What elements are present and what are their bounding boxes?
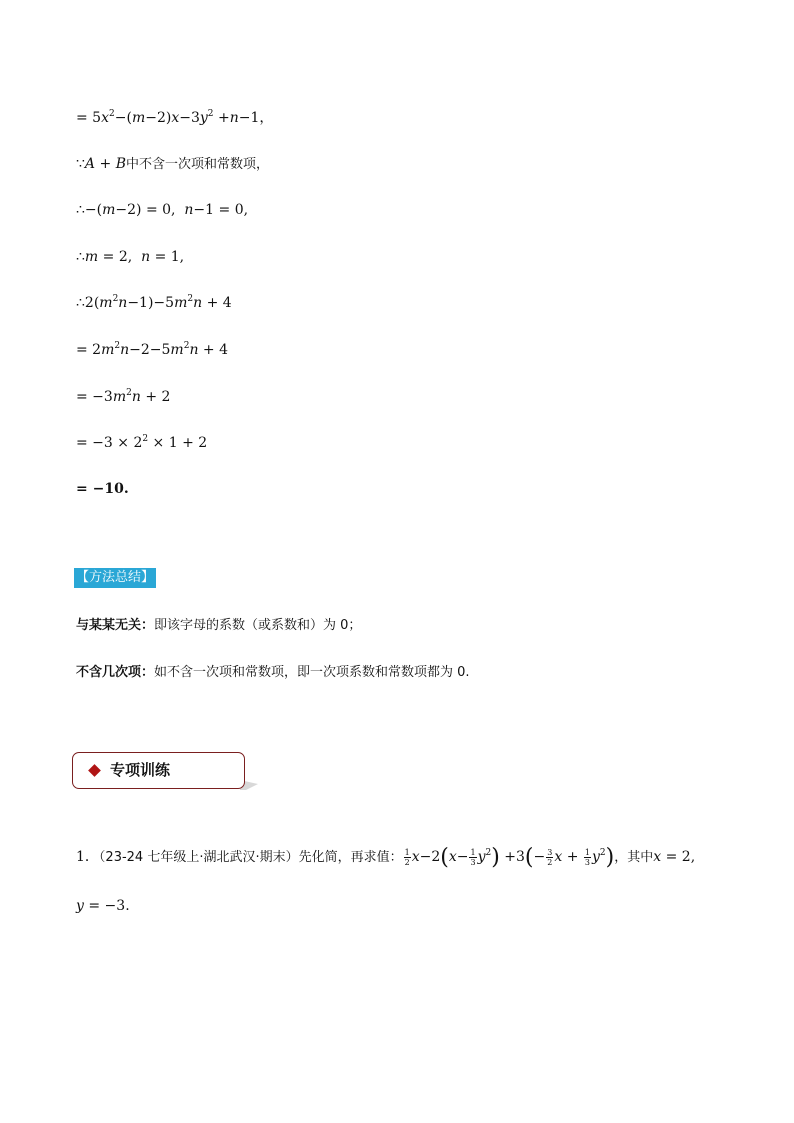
problem-1-line-2: y = −3. [76, 898, 130, 914]
solution-line-8: = $-3 \times 2^2 \times 1 + 2$ [76, 434, 208, 451]
solution-line-9: = −10. [76, 481, 129, 497]
method-item-1-label: 与某某无关： [76, 618, 155, 633]
solution-line-4: ∴m = 2, n = 1, [76, 249, 185, 265]
problem-expression: $\frac{1}{2}$ x−2(x− $\frac{1}{3}$ $y^2) +3(-$ $\frac{3}{2}$ x + $\frac{1}{3}$ $y^2$) [404, 845, 615, 870]
solution-line-7: = $-3m^2n + 2$ [76, 388, 171, 405]
solution-line-3: ∴−(m−2) = 0, n−1 = 0, [76, 202, 249, 218]
method-item-1-text: 即该字母的系数（或系数和）为 0； [154, 618, 362, 633]
method-item-2-text: 如不含一次项和常数项，即一次项系数和常数项都为 0. [154, 665, 470, 680]
condition-text: 中不含一次项和常数项， [125, 157, 269, 172]
solution-line-2: ∵A + B中不含一次项和常数项， [76, 156, 269, 172]
section-title: 专项训练 [110, 761, 171, 779]
expr-line-1: = $5x^2-(m-2)x-3y^2 +n-1$， [76, 109, 274, 126]
problem-source: （23-24 七年级上·湖北武汉·期末）先化简，再求值： [98, 850, 403, 865]
solution-line-1 [76, 108, 273, 128]
solution-line-6: = $2m^2n-2-5m^2n + 4$ [76, 341, 229, 358]
method-item-2-label: 不含几次项： [76, 665, 155, 680]
problem-number: 1． [76, 849, 99, 865]
method-item-1 [76, 616, 361, 636]
problem-1: 1．（23-24 七年级上·湖北武汉·期末）先化简，再求值： $\frac{1}{2}$ x−2(x− $\frac{1}{3}$ $y^2) +3(-$ $\frac{3}{2}$ x + $\frac{1}{3}$ $y^2$)，其中x = 2, [76, 845, 696, 870]
solution-line-5: $\therefore 2(m^2n-1)-5m^2n + 4$ [76, 294, 232, 311]
method-summary-tag: 【方法总结】 [74, 568, 156, 588]
method-item-2 [76, 663, 470, 683]
